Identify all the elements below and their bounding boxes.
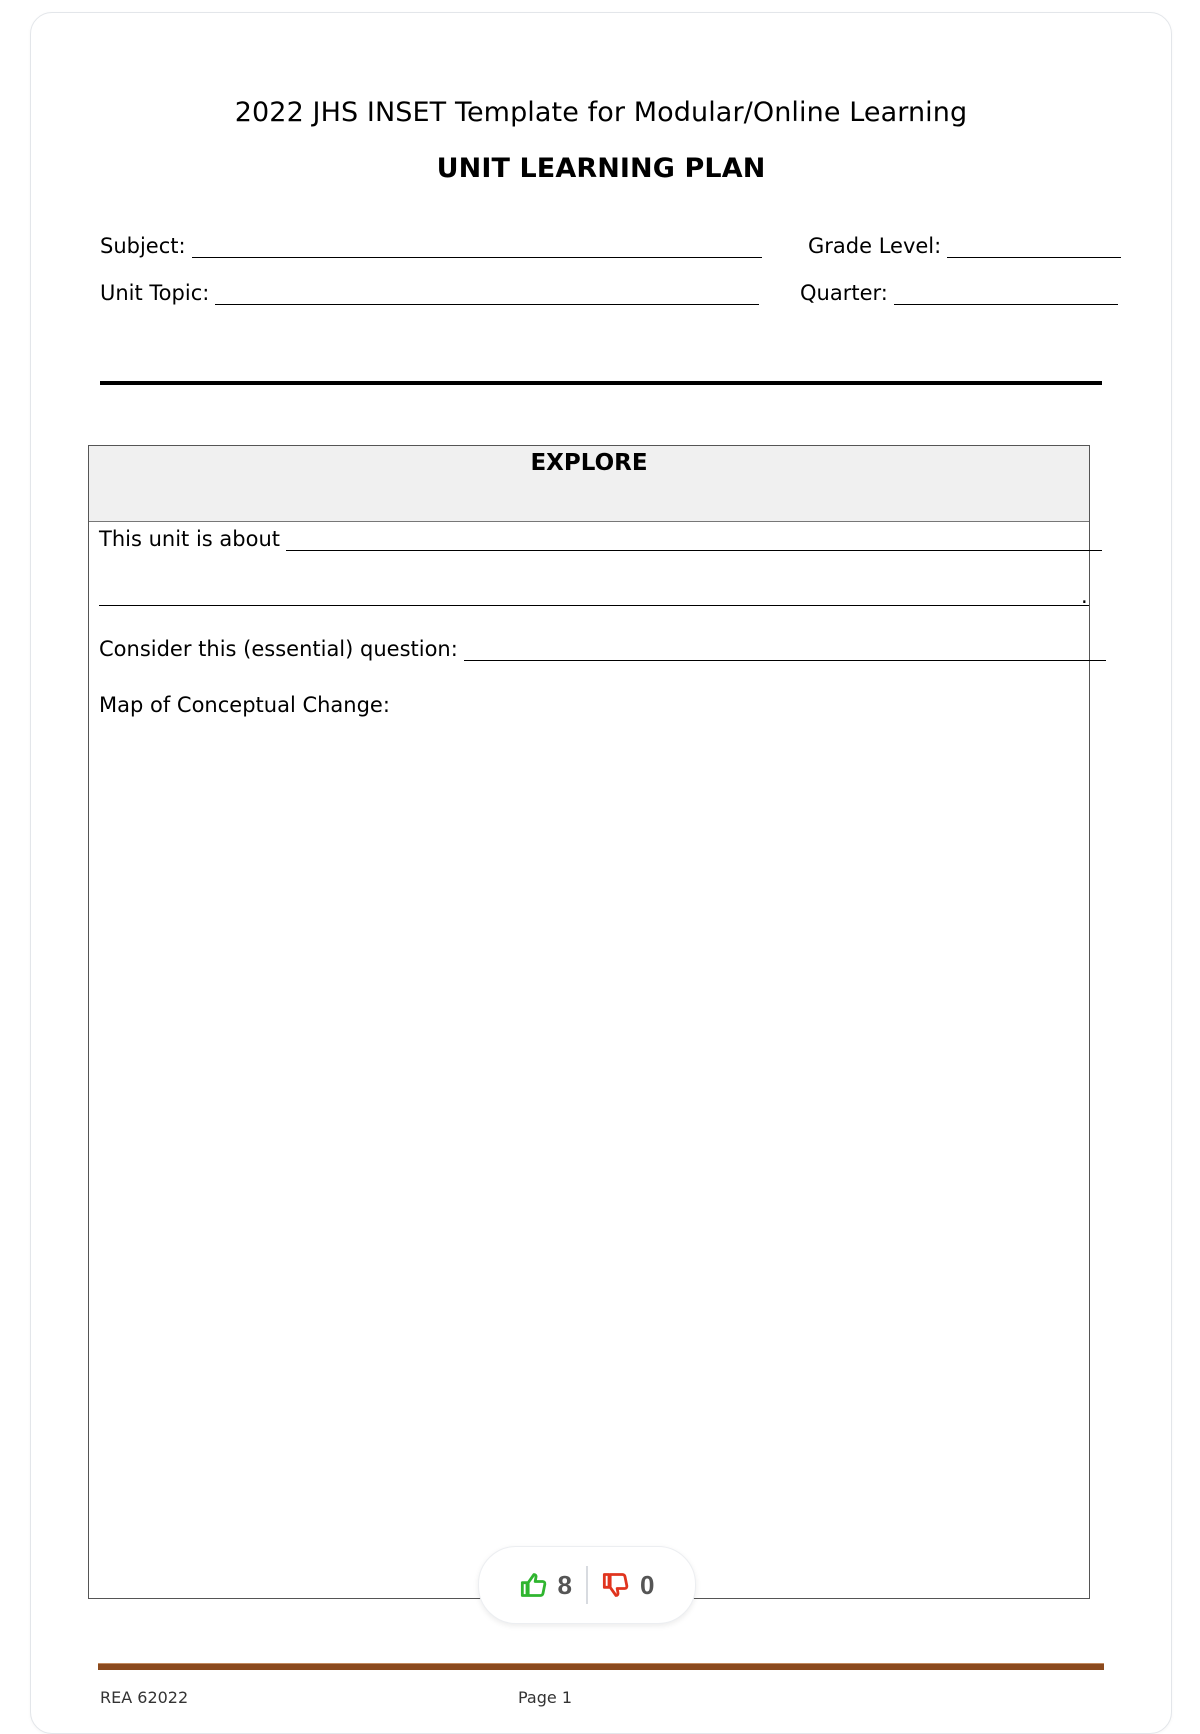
like-button[interactable] [506, 1570, 586, 1601]
like-count: 8 [557, 1569, 572, 1600]
quarter-field [800, 281, 1118, 305]
document-subtitle: UNIT LEARNING PLAN [436, 153, 766, 184]
quarter-blank [894, 284, 1118, 305]
subject-blank [192, 237, 762, 258]
dislike-count: 0 [640, 1569, 655, 1600]
explore-section [88, 445, 1090, 1599]
quarter-label: Quarter: [800, 281, 888, 305]
page-number: Page 1 [518, 1688, 572, 1707]
unit-about-label: This unit is about [99, 527, 280, 551]
explore-header [89, 446, 1089, 522]
unit-about-blank-2 [99, 605, 1089, 606]
explore-title: EXPLORE [530, 450, 648, 476]
footer-code: REA 62022 [100, 1688, 189, 1707]
thumbs-down-icon [602, 1571, 630, 1599]
grade-level-blank [947, 237, 1121, 258]
conceptual-change-label: Map of Conceptual Change: [99, 693, 390, 717]
unit-about-blank [286, 530, 1102, 551]
thumbs-up-icon [520, 1571, 548, 1599]
essential-question-label: Consider this (essential) question: [99, 637, 458, 661]
dislike-button[interactable] [588, 1570, 668, 1601]
document-title: 2022 JHS INSET Template for Modular/Online Learning [234, 97, 968, 128]
grade-level-field [808, 234, 1121, 258]
grade-level-label: Grade Level: [808, 234, 942, 258]
footer-divider [98, 1663, 1104, 1670]
vote-widget [478, 1546, 696, 1624]
unit-about-row [99, 527, 1102, 551]
unit-topic-label: Unit Topic: [100, 281, 210, 305]
subject-field [100, 234, 762, 258]
section-divider [100, 381, 1102, 385]
unit-topic-blank [215, 284, 759, 305]
subject-label: Subject: [100, 234, 186, 258]
unit-about-period: . [1081, 584, 1088, 608]
essential-question-row [99, 637, 1106, 661]
conceptual-change-row [99, 693, 390, 717]
unit-topic-field [100, 281, 759, 305]
essential-question-blank [464, 640, 1106, 661]
